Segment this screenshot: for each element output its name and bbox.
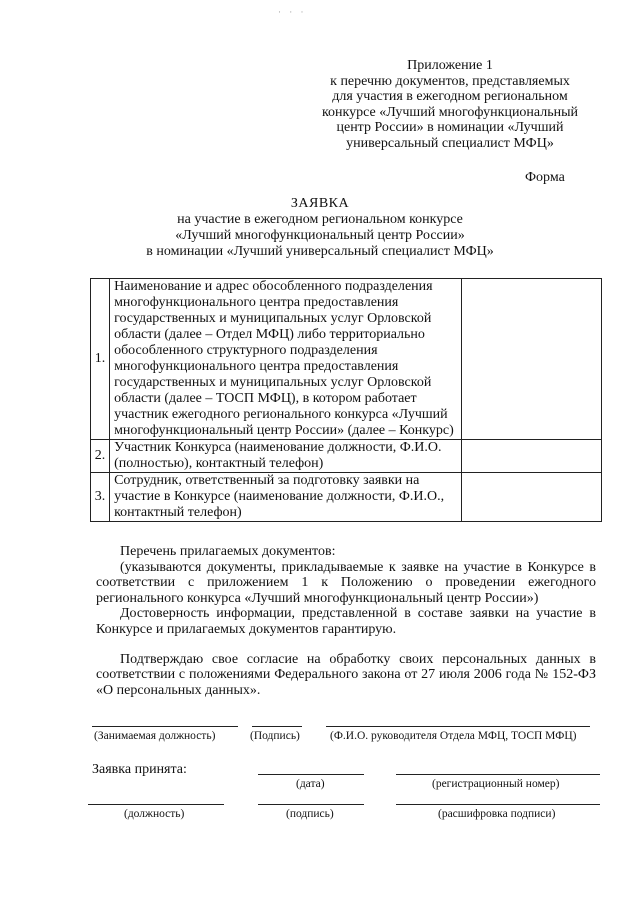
row-line: области (далее – Отдел МФЦ) либо территориально: [114, 327, 425, 342]
annex-line: для участия в ежегодном региональном: [332, 89, 568, 104]
decoding-line[interactable]: [396, 804, 600, 805]
accepted-signature-line[interactable]: [258, 804, 364, 805]
row-number: 3.: [91, 473, 110, 522]
reg-number-line[interactable]: [396, 774, 600, 775]
row-line: контактный телефон): [114, 505, 242, 520]
accepted-label: Заявка принята:: [92, 762, 187, 777]
annex-line: к перечню документов, представляемых: [330, 73, 570, 89]
row-line: многофункционального центра предоставления: [114, 359, 399, 374]
row-line: участие в Конкурсе (наименование должности, Ф.И.О.,: [114, 489, 445, 504]
row-line: многофункционального центра предоставления: [114, 295, 399, 310]
title-line: в номинации «Лучший универсальный специалист МФЦ»: [146, 244, 494, 259]
row-line: (полностью), контактный телефон): [114, 456, 324, 471]
position-caption: (Занимаемая должность): [94, 730, 216, 742]
annex-line: центр России» в номинации «Лучший: [336, 120, 564, 135]
row-line: государственных и муниципальных услуг Орловской: [114, 311, 432, 326]
document-title: [120, 196, 520, 260]
table-row: [91, 440, 602, 473]
title-line: «Лучший многофункциональный центр России»: [175, 228, 465, 243]
row-description: [110, 440, 462, 473]
table-row: [91, 473, 602, 522]
form-label: Форма: [525, 170, 565, 185]
reg-number-caption: (регистрационный номер): [432, 778, 560, 790]
annex-line: универсальный специалист МФЦ»: [346, 135, 554, 151]
date-line[interactable]: [258, 774, 364, 775]
annex-header: [300, 58, 600, 151]
attachments-note: (указываются документы, прикладываемые к заявке на участие в Конкурсе в соответствии с приложением 1 к Положению о проведении ежегодного регионального конкурса «Лучший многофункциональный центр России»): [96, 559, 596, 606]
consent-statement: Подтверждаю свое согласие на обработку своих персональных данных в соответствии с положениями Федерального закона от 27 июля 2006 года № 152-ФЗ «О персональных данных».: [96, 651, 596, 698]
row-number: 1.: [91, 279, 110, 440]
accepted-position-caption: (должность): [124, 808, 185, 820]
table-row: [91, 279, 602, 440]
row-line: обособленного структурного подразделения: [114, 343, 378, 358]
fio-caption: (Ф.И.О. руководителя Отдела МФЦ, ТОСП МФЦ): [330, 730, 577, 742]
row-value-field[interactable]: [462, 440, 602, 473]
accepted-signature-caption: (подпись): [286, 808, 334, 820]
row-value-field[interactable]: [462, 473, 602, 522]
reliability-statement: Достоверность информации, представленной в составе заявки на участие в Конкурсе и прилагаемых документов гарантирую.: [96, 606, 596, 637]
row-line: Участник Конкурса (наименование должности, Ф.И.О.: [114, 440, 442, 455]
position-line[interactable]: [92, 726, 238, 727]
row-value-field[interactable]: [462, 279, 602, 440]
signature-line[interactable]: [252, 726, 302, 727]
row-description: [110, 279, 462, 440]
attachments-heading: Перечень прилагаемых документов:: [120, 544, 336, 559]
annex-line: конкурсе «Лучший многофункциональный: [321, 104, 579, 120]
fio-line[interactable]: [326, 726, 590, 727]
body-text: [96, 544, 596, 698]
application-table: [90, 278, 602, 522]
title-line: на участие в ежегодном региональном конкурсе: [177, 212, 463, 227]
annex-line: Приложение 1: [407, 58, 493, 73]
row-line: участник ежегодного регионального конкурса «Лучший: [114, 407, 448, 422]
row-description: [110, 473, 462, 522]
row-line: государственных и муниципальных услуг Орловской: [114, 375, 432, 390]
row-line: области (далее – ТОСП МФЦ), в котором работает: [114, 391, 417, 406]
accepted-position-line[interactable]: [88, 804, 224, 805]
decoding-caption: (расшифровка подписи): [438, 808, 556, 820]
row-number: 2.: [91, 440, 110, 473]
date-caption: (дата): [296, 778, 325, 790]
row-line: Наименование и адрес обособленного подразделения: [114, 279, 433, 294]
signature-caption: (Подпись): [250, 730, 300, 742]
row-line: многофункциональный центр России» (далее – Конкурс): [114, 423, 454, 438]
row-line: Сотрудник, ответственный за подготовку заявки на: [114, 473, 420, 488]
title-heading: ЗАЯВКА: [290, 196, 350, 211]
scan-specks: · · ·: [278, 7, 307, 17]
